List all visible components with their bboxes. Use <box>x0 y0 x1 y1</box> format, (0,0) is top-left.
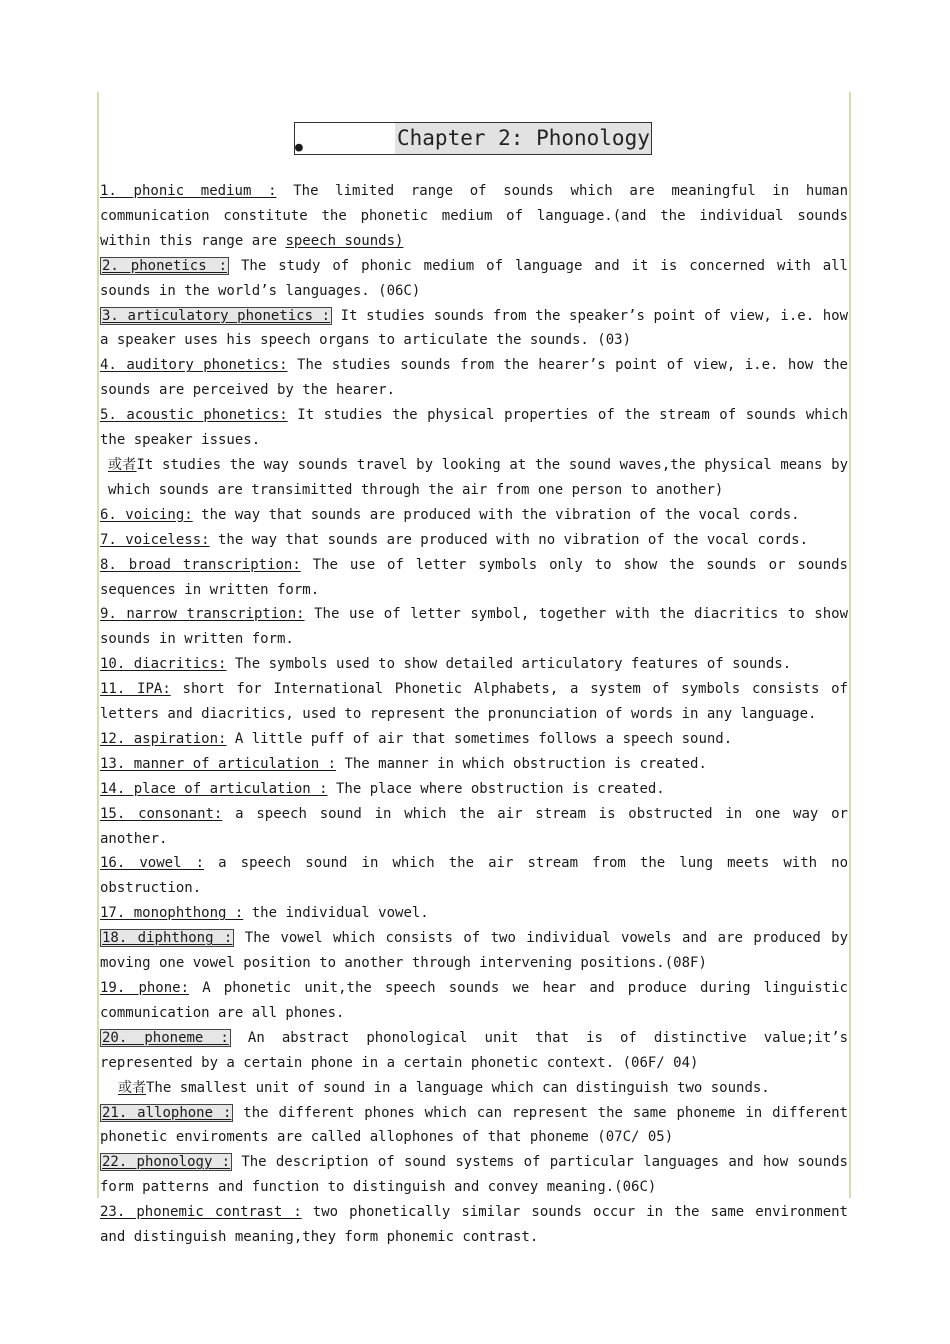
glossary-entry <box>100 851 848 901</box>
glossary-entry <box>100 802 848 852</box>
entry-term: 8. broad transcription: <box>100 556 301 573</box>
entry-definition: the way that sounds are produced with the vibration of the vocal cords. <box>192 506 800 523</box>
entry-definition-tail: speech sounds) <box>285 232 404 249</box>
entry-term: 23. phonemic contrast : <box>100 1204 302 1221</box>
glossary-entry <box>100 403 848 453</box>
chapter-title: Chapter 2: Phonology <box>395 123 651 154</box>
entry-definition: An abstract phonological unit that is of distinctive value;it’s represented by a certain phone in a certain phonetic context. (06F/ 04) <box>100 1029 848 1071</box>
glossary-entry <box>100 179 848 254</box>
entry-term: 5. acoustic phonetics: <box>100 407 288 424</box>
left-margin-line <box>97 92 99 1198</box>
alt-label: 或者 <box>108 456 137 473</box>
glossary-entry <box>100 353 848 403</box>
alt-label: 或者 <box>118 1079 146 1096</box>
entry-term: 17. monophthong : <box>100 905 244 922</box>
glossary-entry <box>100 304 848 354</box>
chapter-title-box <box>294 122 652 155</box>
entry-term: 7. voiceless: <box>100 531 210 548</box>
glossary-entry <box>100 901 848 926</box>
right-margin-line <box>849 92 851 1198</box>
entry-term: 4. auditory phonetics: <box>100 357 288 374</box>
entry-definition: The use of letter symbol, together with the diacritics to show sounds in written form. <box>100 606 848 648</box>
entry-definition: a speech sound in which the air stream from the lung meets with no obstruction. <box>100 855 848 897</box>
entry-definition: It studies the way sounds travel by looking at the sound waves,the physical means by which sounds are transimitted through the air from one person to another) <box>108 456 848 498</box>
entry-definition: The symbols used to show detailed articulatory features of sounds. <box>226 656 792 673</box>
entry-definition: The manner in which obstruction is created. <box>336 755 707 772</box>
bullet-mark: ● <box>295 140 303 155</box>
entry-term: 21. allophone : <box>102 1104 232 1121</box>
glossary-entry <box>100 602 848 652</box>
glossary-entry <box>100 1150 848 1200</box>
entry-definition: The smallest unit of sound in a language which can distinguish two sounds. <box>146 1079 770 1096</box>
glossary-entry <box>100 503 848 528</box>
entry-term: 22. phonology : <box>102 1154 231 1171</box>
entry-term: 9. narrow transcription: <box>100 606 305 623</box>
entry-definition: It studies the physical properties of the stream of sounds which the speaker issues. <box>100 407 848 449</box>
entry-term: 6. voicing: <box>100 506 193 523</box>
entry-definition: The use of letter symbols only to show the sounds or sounds sequences in written form. <box>100 556 848 598</box>
glossary-entry <box>100 926 848 976</box>
glossary-entry <box>100 727 848 752</box>
entry-term: 13. manner of articulation : <box>100 755 337 772</box>
glossary-entry <box>100 1101 848 1151</box>
entry-term: 15. consonant: <box>100 805 223 822</box>
entry-definition: a speech sound in which the air stream is obstructed in one way or another. <box>100 805 848 847</box>
entry-definition: the different phones which can represent the same phoneme in different phonetic enviroments are called allophones of that phoneme (07C/ 05) <box>100 1104 848 1146</box>
entry-definition: The study of phonic medium of language and it is concerned with all sounds in the world’s languages. (06C) <box>100 257 848 299</box>
glossary-entry <box>100 752 848 777</box>
entry-definition: two phonetically similar sounds occur in the same environment and distinguish meaning,they form phonemic contrast. <box>100 1204 848 1246</box>
entry-term: 18. diphthong : <box>102 930 233 947</box>
entry-definition: The vowel which consists of two individual vowels and are produced by moving one vowel position to another through intervening positions.(08F) <box>100 930 848 972</box>
entry-term: 12. aspiration: <box>100 730 227 747</box>
glossary-entry <box>100 1026 848 1076</box>
entry-term: 11. IPA: <box>100 681 171 698</box>
entry-term: 1. phonic medium : <box>100 183 277 199</box>
entry-definition: It studies sounds from the speaker’s point of view, i.e. how a speaker uses his speech organs to articulate the sounds. (03) <box>100 307 848 349</box>
glossary-entry <box>100 652 848 677</box>
entry-term: 14. place of articulation : <box>100 780 328 797</box>
glossary-entry <box>100 677 848 727</box>
entry-definition: The description of sound systems of particular languages and how sounds form patterns and function to distinguish and convey meaning.(06C) <box>100 1154 848 1196</box>
entry-term: 3. articulatory phonetics : <box>102 307 331 324</box>
alternate-definition <box>100 1076 848 1101</box>
glossary-content <box>100 179 848 1250</box>
glossary-entry <box>100 1200 848 1250</box>
entry-definition: A little puff of air that sometimes follows a speech sound. <box>226 730 733 747</box>
entry-term: 20. phoneme : <box>102 1029 229 1046</box>
entry-definition: The studies sounds from the hearer’s point of view, i.e. how the sounds are perceived by the hearer. <box>100 357 848 399</box>
entry-term: 10. diacritics: <box>100 656 227 673</box>
entry-definition: short for International Phonetic Alphabets, a system of symbols consists of letters and diacritics, used to represent the pronunciation of words in any language. <box>100 681 848 723</box>
entry-term: 16. vowel : <box>100 855 205 872</box>
glossary-entry <box>100 528 848 553</box>
entry-definition: the way that sounds are produced with no vibration of the vocal cords. <box>209 531 809 548</box>
glossary-entry <box>100 254 848 304</box>
entry-term: 19. phone: <box>100 980 190 996</box>
glossary-entry <box>100 976 848 1026</box>
alternate-definition <box>100 453 848 503</box>
glossary-entry <box>100 553 848 603</box>
entry-term: 2. phonetics : <box>102 257 228 274</box>
entry-definition: The place where obstruction is created. <box>327 780 665 797</box>
entry-definition: The limited range of sounds which are meaningful in human communication constitute the phonetic medium of language.(and the individual sounds within this range are <box>100 183 849 249</box>
entry-definition: A phonetic unit,the speech sounds we hear and produce during linguistic communication are all phones. <box>100 980 848 1021</box>
entry-definition: the individual vowel. <box>243 905 429 922</box>
glossary-entry <box>100 777 848 802</box>
